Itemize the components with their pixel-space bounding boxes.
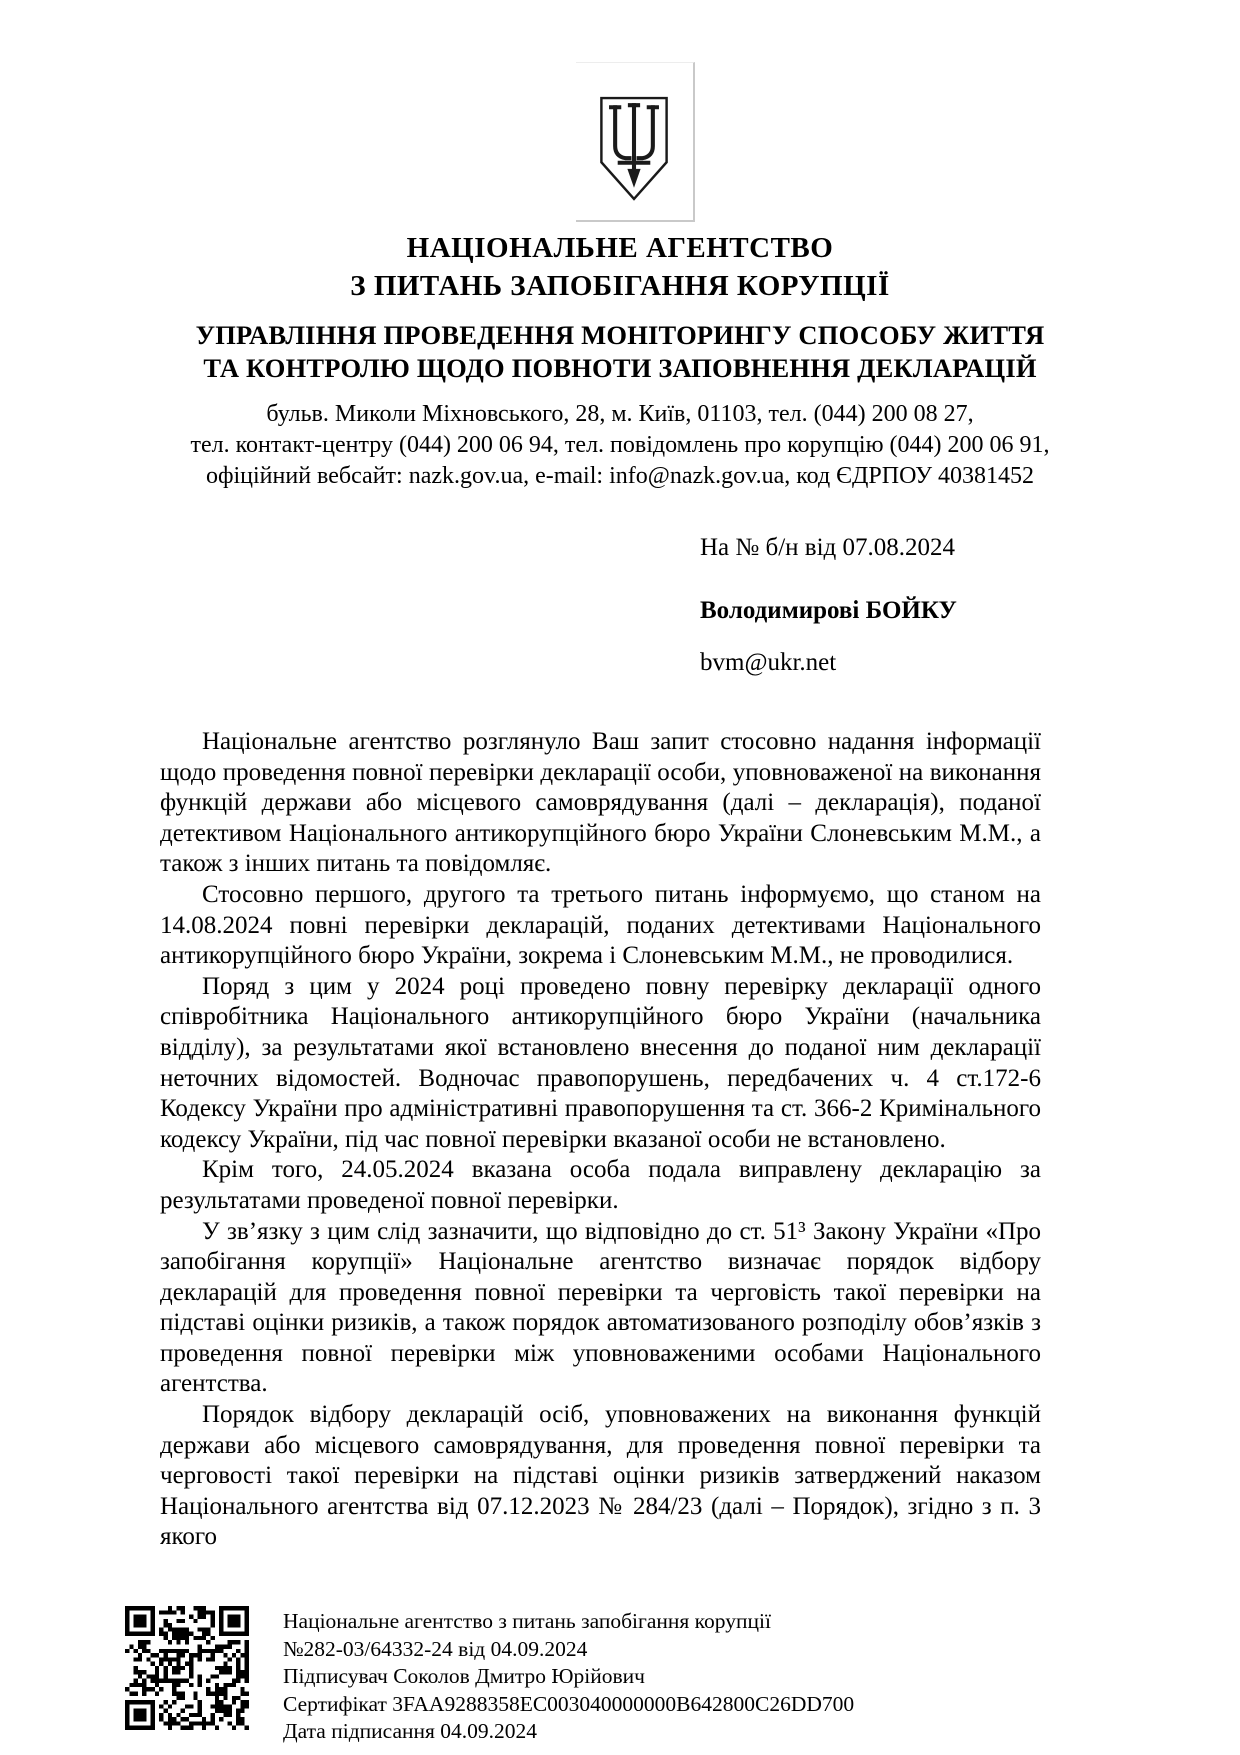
addressee-email: bvm@ukr.net	[700, 649, 837, 676]
body-paragraph: Крім того, 24.05.2024 вказана особа подала виправлену декларацію за результатами проведеної повної перевірки.	[160, 1156, 1041, 1214]
body-paragraph: Порядок відбору декларацій осіб, уповноважених на виконання функцій держави або місцевого самоврядування, для проведення повної перевірки та черговості такої перевірки на підставі оцінки ризиків затверджений наказом Національного агентства від 07.12.2023 № 284/23 (далі – Порядок), згідно з п. 3 якого	[160, 1401, 1041, 1551]
stamp-doc-number: №282-03/64332-24 від 04.09.2024	[283, 1636, 588, 1661]
signature-stamp	[125, 1606, 1065, 1746]
body-paragraph: Поряд з цим у 2024 році проведено повну перевірку декларації одного співробітника Національного антикорупційного бюро України (начальника відділу), за результатами якої встановлено внесення до поданої ним декларації неточних відомостей. Водночас правопорушень, передбачених ч. 4 ст.172-6 Кодексу України про адміністративні правопорушення та ст. 366-2 Кримінального кодексу України, під час повної перевірки вказаної особи не встановлено.	[160, 972, 1041, 1153]
contact-line-phones: тел. контакт-центру (044) 200 06 94, тел. повідомлень про корупцію (044) 200 06 91,	[190, 432, 1050, 458]
addressee-name: Володимирові БОЙКУ	[700, 597, 957, 624]
ukraine-trident-icon	[598, 95, 670, 203]
stamp-signer: Підписувач Соколов Дмитро Юрійович	[283, 1664, 645, 1689]
agency-title-line2: З ПИТАНЬ ЗАПОБІГАННЯ КОРУПЦІЇ	[350, 270, 890, 302]
contact-line-web: офіційний вебсайт: nazk.gov.ua, e-mail: info@nazk.gov.ua, код ЄДРПОУ 40381452	[205, 463, 1035, 489]
department-title-line2: ТА КОНТРОЛЮ ЩОДО ПОВНОТИ ЗАПОВНЕННЯ ДЕКЛАРАЦІЙ	[203, 353, 1037, 383]
agency-title-line1: НАЦІОНАЛЬНЕ АГЕНТСТВО	[406, 232, 834, 264]
qr-code-icon	[125, 1606, 249, 1730]
agency-title	[0, 229, 1240, 305]
stamp-sign-date: Дата підписання 04.09.2024	[283, 1719, 538, 1744]
emblem-image-box	[576, 62, 695, 222]
body-paragraph: У зв’язку з цим слід зазначити, що відповідно до ст. 51³ Закону України «Про запобігання корупції» Національне агентство визначає порядок відбору декларацій для проведення повної перевірки та черговість такої перевірки на підставі оцінки ризиків, а також порядок автоматизованого розподілу обов’язків з проведення повної перевірки між уповноваженими особами Національного агентства.	[160, 1217, 1041, 1398]
contact-line-address: бульв. Миколи Міхновського, 28, м. Київ, 01103, тел. (044) 200 08 27,	[266, 401, 974, 427]
stamp-text	[283, 1606, 854, 1746]
department-title-line1: УПРАВЛІННЯ ПРОВЕДЕННЯ МОНІТОРИНГУ СПОСОБУ ЖИТТЯ	[195, 320, 1045, 350]
contact-block	[0, 399, 1240, 492]
department-title	[0, 319, 1240, 385]
stamp-certificate: Сертифікат 3FAA9288358EC003040000000B642800C26DD700	[283, 1691, 855, 1716]
stamp-agency: Національне агентство з питань запобігання корупції	[283, 1609, 771, 1633]
reference-line: На № б/н від 07.08.2024	[700, 534, 956, 561]
body-paragraph: Стосовно першого, другого та третього питань інформуємо, що станом на 14.08.2024 повні перевірки декларацій, поданих детективами Національного антикорупційного бюро України, зокрема і Слоневським М.М., не проводилися.	[160, 880, 1041, 970]
letter-body	[160, 727, 1041, 1553]
body-paragraph: Національне агентство розглянуло Ваш запит стосовно надання інформації щодо проведення повної перевірки декларації особи, уповноваженої на виконання функцій держави або місцевого самоврядування (далі – декларація), поданої детективом Національного антикорупційного бюро України Слоневським М.М., а також з інших питань та повідомляє.	[160, 728, 1041, 878]
